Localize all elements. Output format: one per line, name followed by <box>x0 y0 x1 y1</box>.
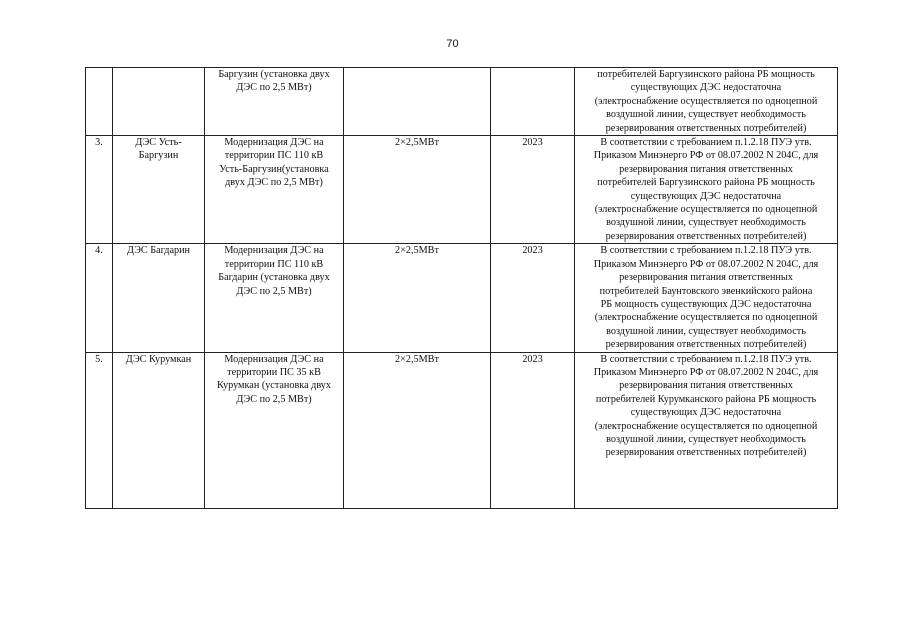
measure-description: Баргузин (установка двух ДЭС по 2,5 МВт) <box>205 68 344 136</box>
justification-text: В соответствии с требованием п.1.2.18 ПУЭ утв. Приказом Минэнерго РФ от 08.07.2002 N 204С, для резервирования питания ответственных потребителей Баунтовского эвенкийского района РБ мощность существующих ДЭС недостаточна (электроснабжение осуществляется по одноцепной воздушной линии, существует необходимость резервирования ответственных потребителей) <box>575 244 838 352</box>
row-number: 5. <box>86 352 113 508</box>
year-value: 2023 <box>491 352 575 508</box>
year-value <box>491 68 575 136</box>
page-number: 70 <box>446 38 459 50</box>
table-row <box>86 68 838 136</box>
power-value: 2×2,5МВт <box>344 244 491 352</box>
power-value: 2×2,5МВт <box>344 136 491 244</box>
object-name <box>113 68 205 136</box>
measure-description: Модернизация ДЭС на территории ПС 110 кВ Усть-Баргузин(установка двух ДЭС по 2,5 МВт) <box>205 136 344 244</box>
measure-description: Модернизация ДЭС на территории ПС 110 кВ Багдарин (установка двух ДЭС по 2,5 МВт) <box>205 244 344 352</box>
power-value: 2×2,5МВт <box>344 352 491 508</box>
justification-text: потребителей Баргузинского района РБ мощность существующих ДЭС недостаточна (электроснабжение осуществляется по одноцепной воздушной линии, существует необходимость резервирования ответственных потребителей) <box>575 68 838 136</box>
year-value: 2023 <box>491 244 575 352</box>
row-number: 3. <box>86 136 113 244</box>
table-row <box>86 244 838 352</box>
justification-text: В соответствии с требованием п.1.2.18 ПУЭ утв. Приказом Минэнерго РФ от 08.07.2002 N 204С, для резервирования питания ответственных потребителей Курумканского района РБ мощность существующих ДЭС недостаточна (электроснабжение осуществляется по одноцепной воздушной линии, существует необходимость резервирования ответственных потребителей) <box>575 352 838 508</box>
measure-description: Модернизация ДЭС на территории ПС 35 кВ Курумкан (установка двух ДЭС по 2,5 МВт) <box>205 352 344 508</box>
table-row <box>86 136 838 244</box>
row-number <box>86 68 113 136</box>
object-name: ДЭС Усть- Баргузин <box>113 136 205 244</box>
power-value <box>344 68 491 136</box>
document-table <box>85 67 838 509</box>
year-value: 2023 <box>491 136 575 244</box>
row-number: 4. <box>86 244 113 352</box>
object-name: ДЭС Курумкан <box>113 352 205 508</box>
justification-text: В соответствии с требованием п.1.2.18 ПУЭ утв. Приказом Минэнерго РФ от 08.07.2002 N 204С, для резервирования питания ответственных потребителей Баргузинского района РБ мощность существующих ДЭС недостаточна (электроснабжение осуществляется по одноцепной воздушной линии, существует необходимость резервирования ответственных потребителей) <box>575 136 838 244</box>
table-row <box>86 352 838 508</box>
object-name: ДЭС Багдарин <box>113 244 205 352</box>
